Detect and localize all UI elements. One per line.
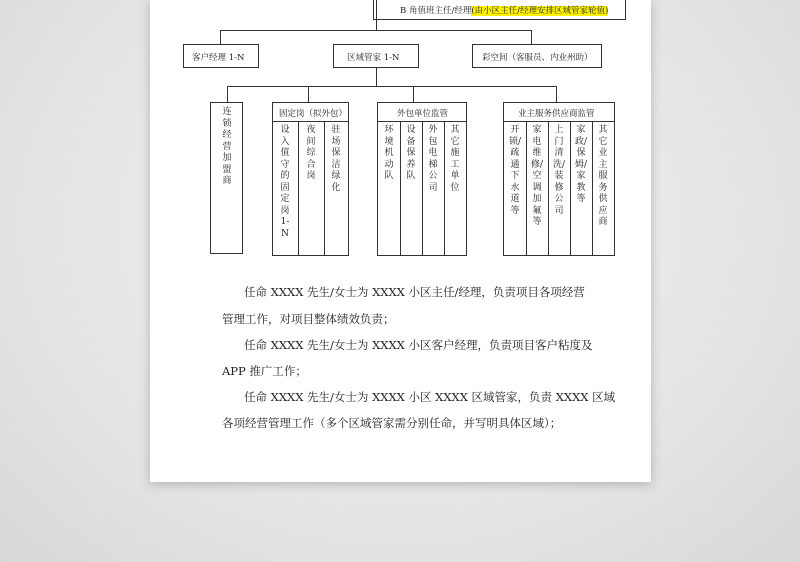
- group-title: 外包单位监管: [397, 109, 449, 119]
- connector: [531, 30, 532, 44]
- group-title: 固定岗（拟外包）: [279, 109, 348, 119]
- org-node-chain-franchisee: [210, 102, 243, 254]
- connector: [227, 86, 556, 87]
- paragraph-line: 管理工作，对项目整体绩效负责；: [222, 312, 395, 326]
- org-group-suppliers: [503, 102, 615, 256]
- org-group-outsourcing: [377, 102, 467, 256]
- group-column-text: 设入值守的固定岗1-N: [280, 125, 290, 239]
- org-node-service-space: [472, 44, 602, 68]
- group-column-text: 夜间综合岗: [306, 125, 316, 181]
- connector: [376, 68, 377, 86]
- group-title: 业主服务供应商监管: [518, 109, 595, 119]
- group-column-text: 外包电梯公司: [428, 125, 438, 193]
- group-column-text: 设备保养队: [406, 125, 416, 181]
- service-space-label: 彩空间（客服员、内业州助）: [482, 53, 593, 63]
- group-column-text: 环境机动队: [384, 125, 394, 181]
- group-column-text: 上门清洗/装修公司: [552, 125, 566, 216]
- connector: [227, 86, 228, 102]
- chain-franchisee-label: 连锁经营加盟商: [222, 107, 232, 186]
- group-column-text: 其它施工单位: [450, 125, 460, 193]
- backup-manager-label: B 角值班主任/经理: [400, 6, 472, 16]
- connector: [413, 86, 414, 102]
- group-column-text: 家电维修/空调加氟等: [530, 125, 544, 227]
- group-column-text: 驻场保洁绿化: [331, 125, 341, 193]
- connector: [556, 86, 557, 102]
- paragraph-line: 各项经营管理工作（多个区域管家需分别任命，并写明具体区域）；: [222, 416, 562, 430]
- org-node-customer-manager: [183, 44, 259, 68]
- paragraph-line: 任命 XXXX 先生/女士为 XXXX 小区客户经理，负责项目客户粘度及: [244, 338, 593, 352]
- org-node-backup-manager: [373, 0, 626, 20]
- connector: [220, 30, 531, 31]
- customer-manager-label: 客户经理 1-N: [192, 53, 245, 63]
- group-column-text: 其它业主服务供应商: [598, 125, 608, 227]
- area-butler-label: 区域管家 1-N: [347, 53, 400, 63]
- connector: [308, 86, 309, 102]
- org-node-area-butler: [333, 44, 419, 68]
- connector: [376, 0, 377, 30]
- org-group-fixed-posts: [272, 102, 349, 256]
- group-column-text: 家政/保姆/家教等: [574, 125, 588, 204]
- backup-manager-highlight: (由小区主任/经理安排区域管家轮值): [471, 6, 609, 16]
- paragraph-line: 任命 XXXX 先生/女士为 XXXX 小区 XXXX 区域管家，负责 XXXX 区域: [244, 390, 616, 404]
- group-column-text: 开锁/疏通下水道等: [508, 125, 522, 216]
- paragraph-line: 任命 XXXX 先生/女士为 XXXX 小区主任/经理，负责项目各项经营: [244, 285, 585, 299]
- document-page: [150, 0, 651, 482]
- connector: [220, 30, 221, 44]
- paragraph-line: APP 推广工作；: [222, 364, 307, 378]
